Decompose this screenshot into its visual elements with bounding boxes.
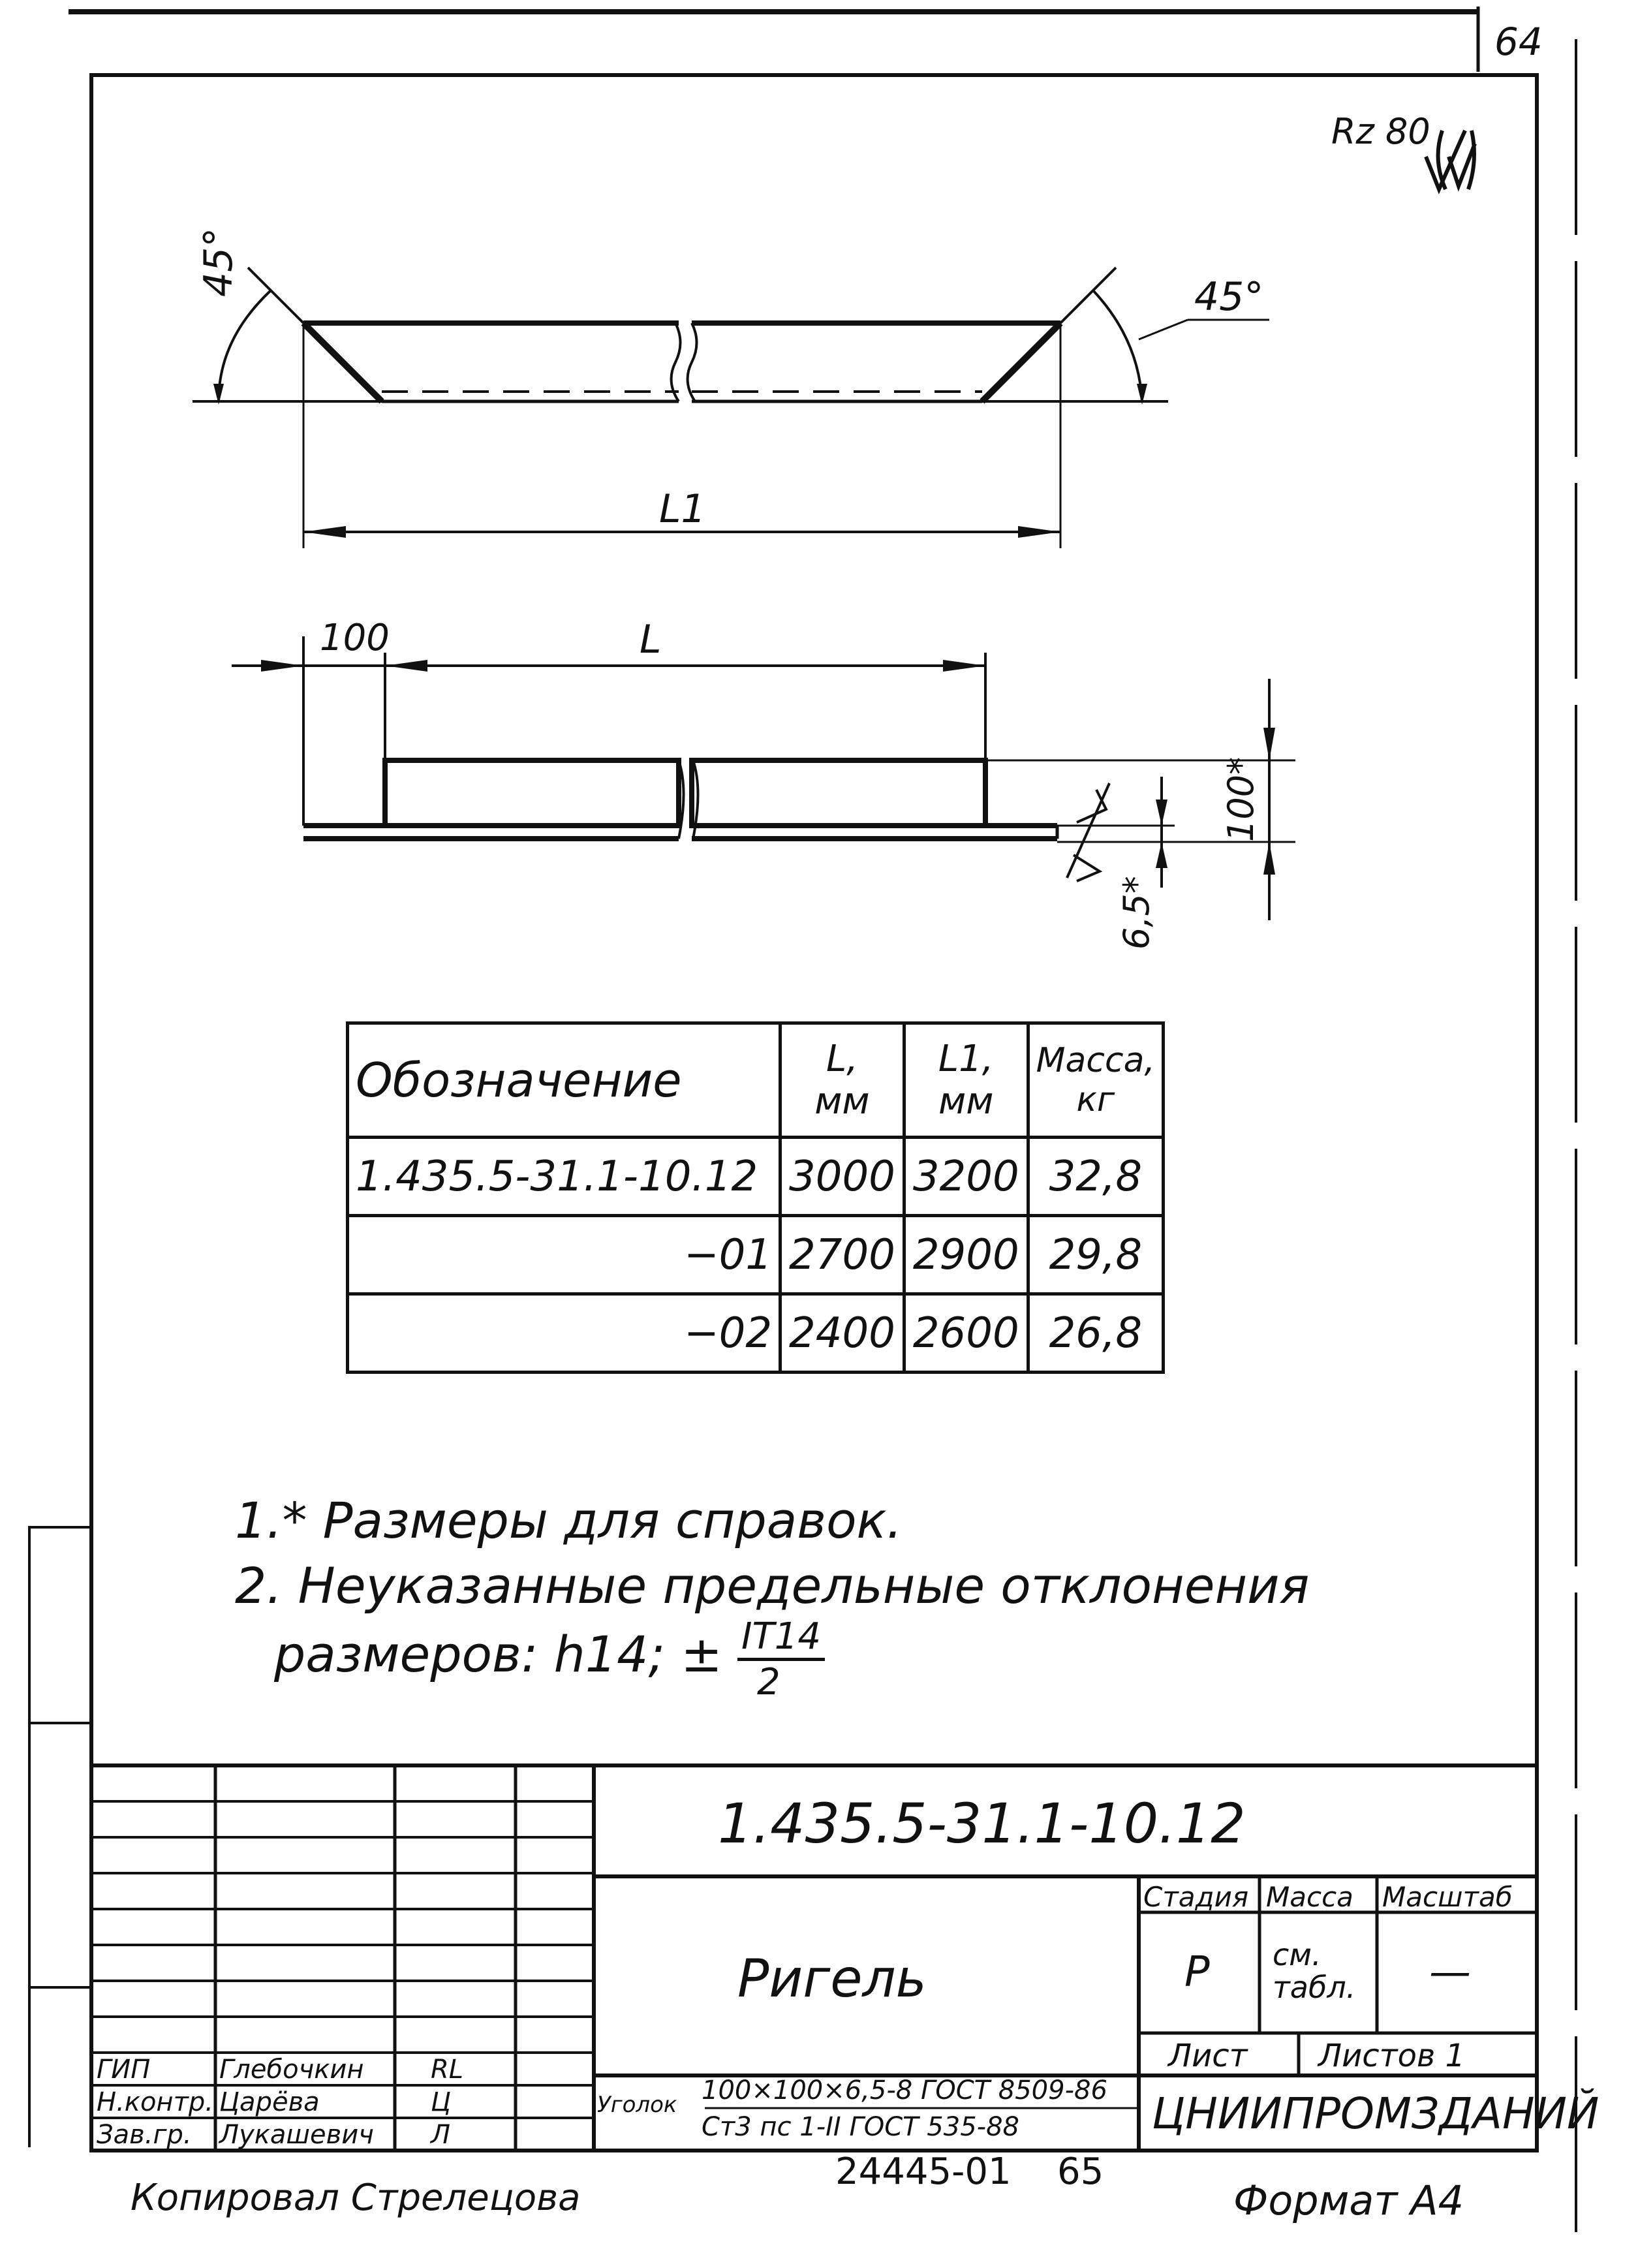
note-2: 2. Неуказанные предельные отклонения	[235, 1557, 1310, 1615]
angle-right-label: 45°	[1194, 274, 1264, 320]
dimension-100-label: 100	[320, 617, 390, 659]
role-name: Царёва	[219, 2087, 320, 2117]
role-label: ГИП	[97, 2055, 151, 2085]
mass-header: Масса	[1266, 1881, 1353, 1913]
table-cell-l: 2400	[780, 1294, 904, 1373]
tolerance-fraction-numerator: IT14	[737, 1615, 825, 1661]
material-prefix: Уголок	[597, 2092, 677, 2118]
table-cell-mass: 26,8	[1028, 1294, 1163, 1373]
note-1: 1.* Размеры для справок.	[235, 1491, 903, 1549]
sheets-label: Листов 1	[1318, 2038, 1466, 2074]
table-cell-l1: 2600	[904, 1294, 1028, 1373]
organization-name: ЦНИИПРОМЗДАНИЙ	[1152, 2089, 1599, 2139]
sheet-label: Лист	[1168, 2038, 1248, 2074]
table-cell-designation: −02	[348, 1294, 780, 1373]
table-cell-designation: 1.435.5-31.1-10.12	[348, 1138, 780, 1216]
table-cell-l1: 2900	[904, 1216, 1028, 1294]
table-row	[348, 1138, 1164, 1216]
scale-value: —	[1429, 1948, 1471, 1996]
table-header-l: L, мм	[780, 1023, 904, 1138]
scale-header: Масштаб	[1382, 1881, 1513, 1913]
note-2-continuation: размеров: h14; ±	[274, 1625, 722, 1683]
table-cell-mass: 32,8	[1028, 1138, 1163, 1216]
page-number: 64	[1494, 20, 1543, 64]
archive-number: 24445-01	[835, 2151, 1012, 2193]
table-header-mass: Масса, кг	[1028, 1023, 1163, 1138]
role-signature: RL	[431, 2055, 464, 2085]
table-header-l1: L1, мм	[904, 1023, 1028, 1138]
table-cell-designation: −01	[348, 1216, 780, 1294]
role-name: Глебочкин	[219, 2055, 364, 2085]
angle-left-label: 45°	[196, 227, 241, 297]
table-cell-l: 2700	[780, 1216, 904, 1294]
dimension-l-label: L	[640, 617, 662, 662]
role-label: Н.контр.	[97, 2087, 213, 2117]
table-header-designation: Обозначение	[348, 1023, 780, 1138]
role-label: Зав.гр.	[97, 2120, 192, 2150]
role-name: Лукашевич	[219, 2120, 374, 2150]
paper-format: Формат А4	[1233, 2177, 1464, 2224]
material-line-2: Ст3 пс 1-II ГОСТ 535-88	[702, 2112, 1019, 2142]
role-signature: Ц	[431, 2087, 452, 2117]
part-view-1	[193, 268, 1269, 548]
table-cell-mass: 29,8	[1028, 1216, 1163, 1294]
table-cell-l1: 3200	[904, 1138, 1028, 1216]
table-row	[348, 1294, 1164, 1373]
table-cell-l: 3000	[780, 1138, 904, 1216]
copied-by: Копировал Стрелецова	[131, 2177, 581, 2219]
role-signature: Л	[431, 2120, 451, 2150]
part-name: Ригель	[737, 1948, 927, 2009]
specification-table	[346, 1021, 1165, 1374]
dimension-l1-label: L1	[659, 486, 706, 532]
material-line-1: 100×100×6,5-8 ГОСТ 8509-86	[702, 2075, 1107, 2105]
dimension-6-5-star-label: 6,5*	[1116, 876, 1157, 950]
dimension-100-star-label: 100*	[1220, 756, 1261, 842]
roughness-label: Rz 80	[1331, 111, 1430, 152]
stage-value: Р	[1184, 1948, 1210, 1996]
footer-page-number: 65	[1057, 2151, 1104, 2193]
stage-header: Стадия	[1143, 1881, 1249, 1913]
table-row	[348, 1216, 1164, 1294]
mass-value: см. табл.	[1273, 1937, 1356, 2005]
tolerance-fraction-denominator: 2	[757, 1661, 780, 1703]
drawing-designation: 1.435.5-31.1-10.12	[718, 1792, 1246, 1856]
